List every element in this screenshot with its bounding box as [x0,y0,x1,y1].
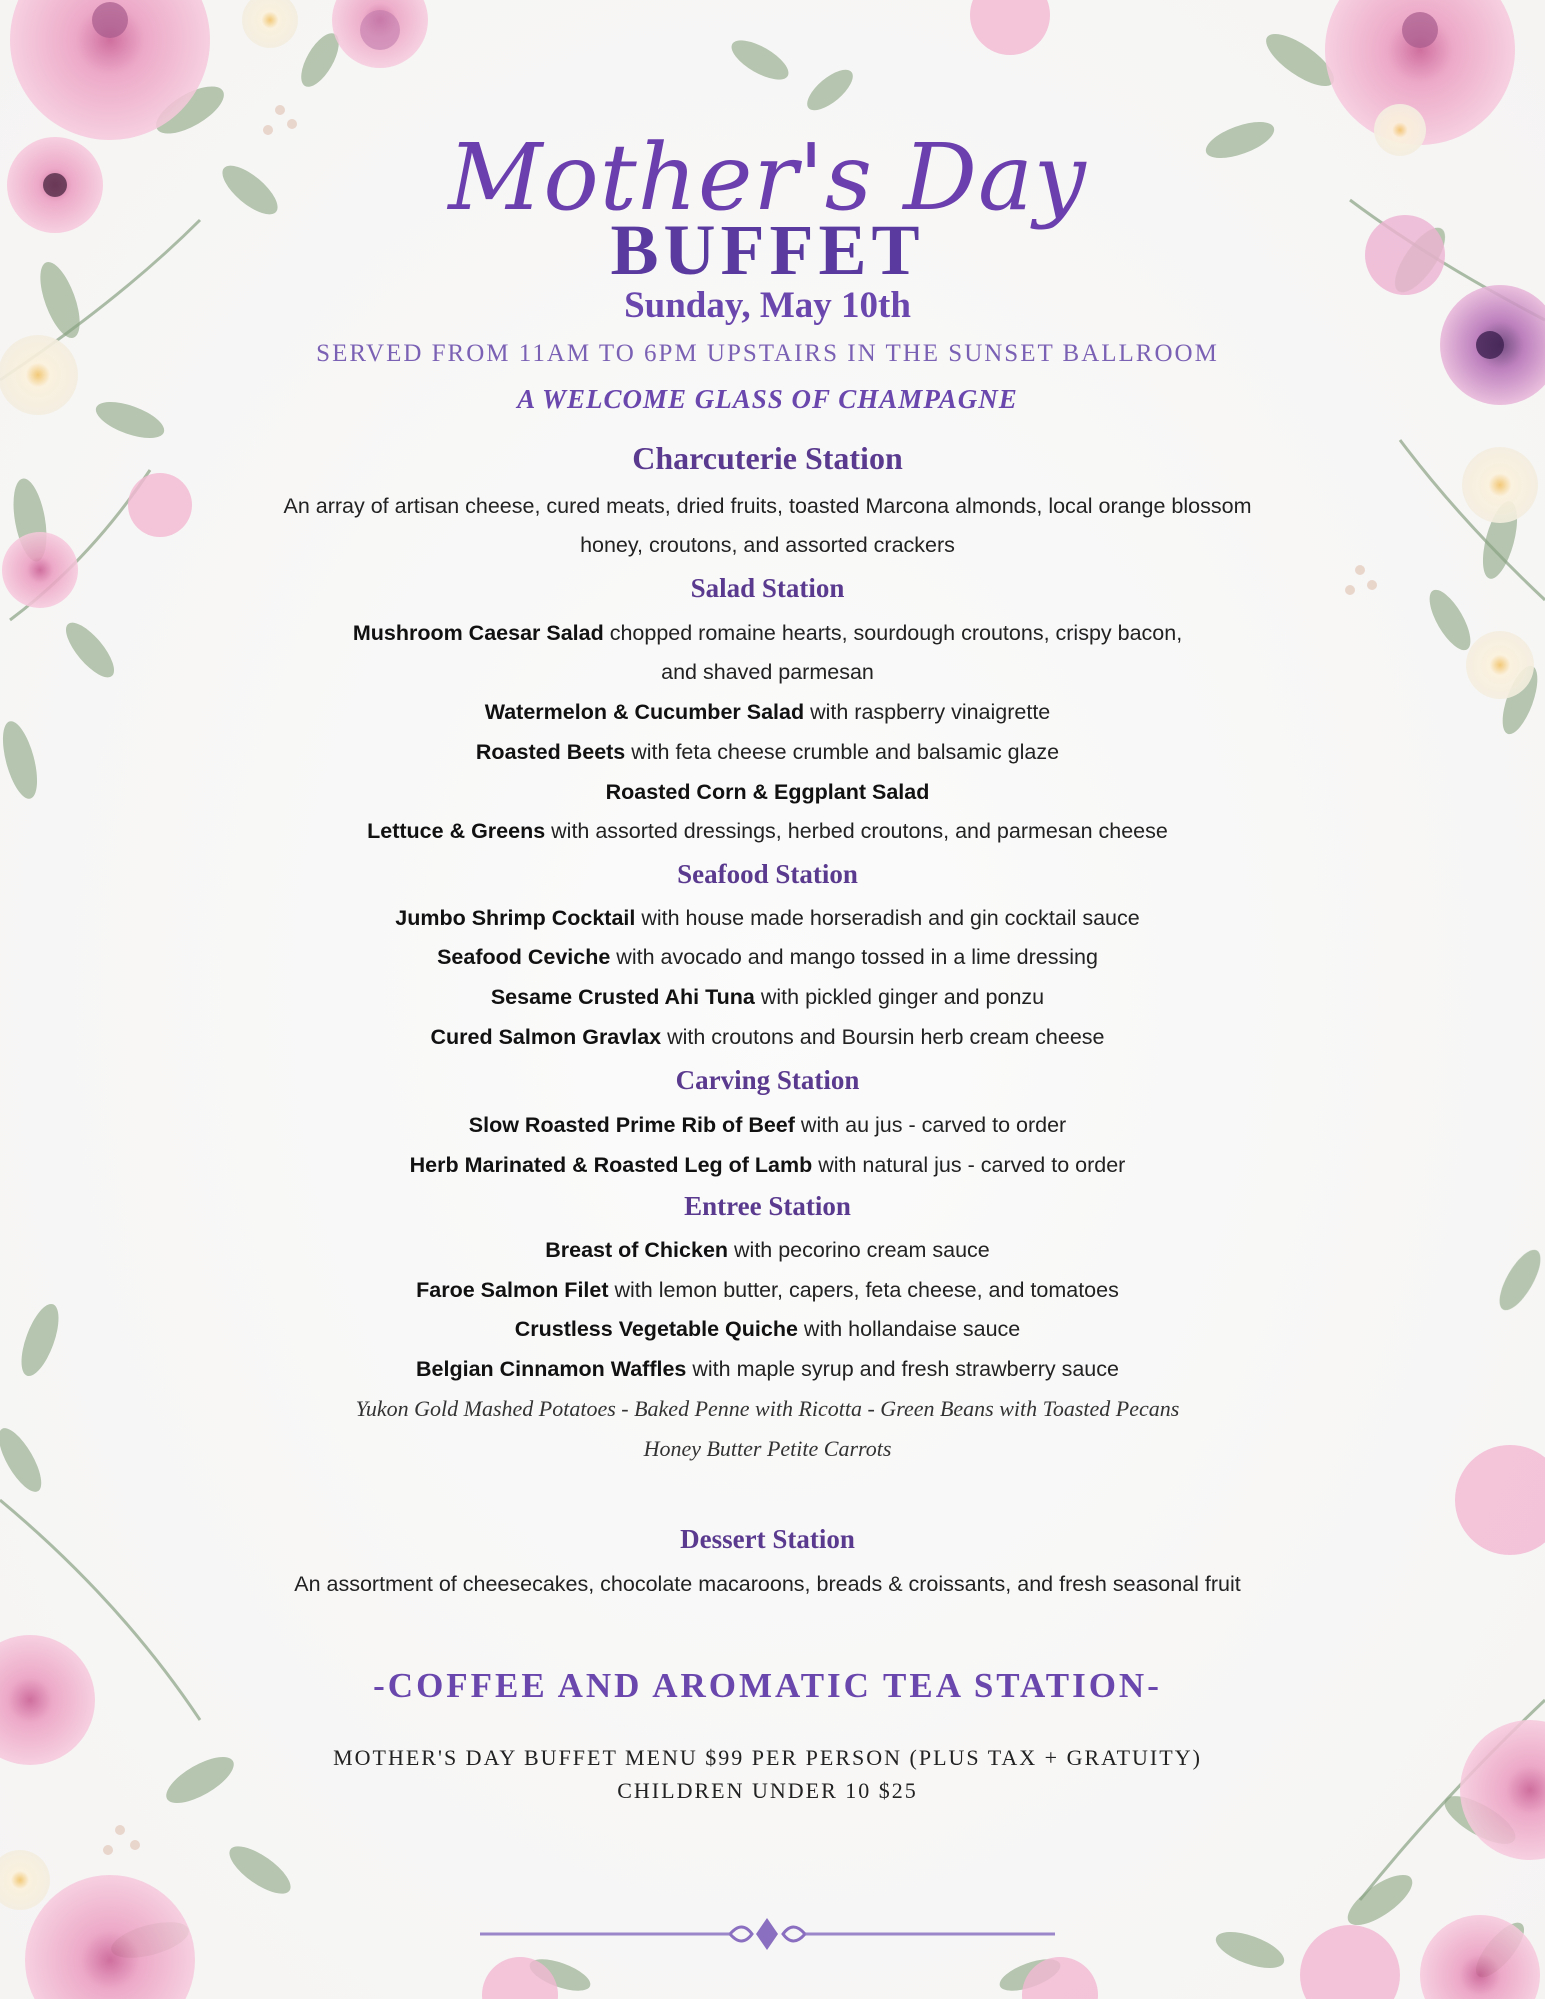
item-name: Herb Marinated & Roasted Leg of Lamb [409,1153,813,1177]
menu-item [170,943,1365,971]
dessert-heading: Dessert Station [680,1524,855,1554]
item-name: Roasted Corn & Eggplant Salad [605,780,930,804]
menu-item [170,1236,1365,1264]
salad-heading: Salad Station [690,573,845,603]
item-name: Mushroom Caesar Salad [352,621,604,645]
menu-item [170,778,1365,806]
menu-item [170,1276,1365,1304]
charcuterie-line: An array of artisan cheese, cured meats, dried fruits, toasted Marcona almonds, local orange blossom [283,494,1252,518]
item-name: Lettuce & Greens [367,819,546,843]
item-desc: with house made horseradish and gin cocktail sauce [635,906,1140,930]
charcuterie-line: honey, croutons, and assorted crackers [580,533,955,557]
served-info: SERVED FROM 11AM TO 6PM UPSTAIRS IN THE SUNSET BALLROOM [316,340,1219,367]
item-name: Watermelon & Cucumber Salad [484,700,805,724]
item-desc: with lemon butter, capers, feta cheese, and tomatoes [608,1278,1119,1302]
item-desc: and shaved parmesan [661,660,874,684]
item-name: Crustless Vegetable Quiche [514,1317,798,1341]
script-title: Mother's Day [448,124,1087,231]
item-desc: with raspberry vinaigrette [804,700,1051,724]
item-name: Jumbo Shrimp Cocktail [395,906,636,930]
item-name: Faroe Salmon Filet [416,1278,609,1302]
menu-item [170,619,1365,647]
menu-item [170,1355,1365,1383]
item-desc: with assorted dressings, herbed croutons, and parmesan cheese [545,819,1168,843]
dessert-line: An assortment of cheesecakes, chocolate macaroons, breads & croissants, and fresh seasonal fruit [294,1572,1241,1596]
sides-line: Honey Butter Petite Carrots [643,1436,892,1461]
menu-item [170,1315,1365,1343]
menu-item [170,1111,1365,1139]
item-name: Breast of Chicken [545,1238,729,1262]
item-desc: with croutons and Boursin herb cream cheese [661,1025,1105,1049]
item-desc: chopped romaine hearts, sourdough croutons, crispy bacon, [603,621,1183,645]
item-name: Cured Salmon Gravlax [430,1025,662,1049]
item-desc: with hollandaise sauce [797,1317,1021,1341]
item-desc: with feta cheese crumble and balsamic glaze [625,740,1060,764]
menu-item [170,1023,1365,1051]
menu-item [170,904,1365,932]
carving-heading: Carving Station [675,1065,860,1095]
menu-item [170,1151,1365,1179]
ornament-divider [480,1914,1055,1954]
sides-line: Yukon Gold Mashed Potatoes - Baked Penne with Ricotta - Green Beans with Toasted Pecans [355,1396,1180,1421]
coffee-station: -COFFEE AND AROMATIC TEA STATION- [373,1666,1162,1705]
item-name: Roasted Beets [475,740,626,764]
seafood-heading: Seafood Station [677,859,858,889]
entree-heading: Entree Station [684,1191,851,1221]
item-desc: with pecorino cream sauce [728,1238,990,1262]
menu-item [170,658,1365,686]
item-name: Sesame Crusted Ahi Tuna [490,985,755,1009]
children-price-line: CHILDREN UNDER 10 $25 [617,1778,918,1803]
item-desc: with au jus - carved to order [794,1113,1067,1137]
item-desc: with maple syrup and fresh strawberry sauce [686,1357,1119,1381]
item-desc: with pickled ginger and ponzu [754,985,1045,1009]
item-name: Belgian Cinnamon Waffles [416,1357,687,1381]
event-date: Sunday, May 10th [624,285,911,326]
item-desc: with avocado and mango tossed in a lime dressing [610,945,1098,969]
price-line: MOTHER'S DAY BUFFET MENU $99 PER PERSON (PLUS TAX + GRATUITY) [333,1745,1202,1770]
item-desc: with natural jus - carved to order [812,1153,1126,1177]
menu-item [170,817,1365,845]
menu-item [170,983,1365,1011]
page-title: BUFFET [610,210,925,290]
menu-item [170,738,1365,766]
item-name: Slow Roasted Prime Rib of Beef [468,1113,795,1137]
charcuterie-heading: Charcuterie Station [632,440,903,476]
menu-item [170,698,1365,726]
welcome-note: A WELCOME GLASS OF CHAMPAGNE [517,384,1018,414]
item-name: Seafood Ceviche [437,945,611,969]
